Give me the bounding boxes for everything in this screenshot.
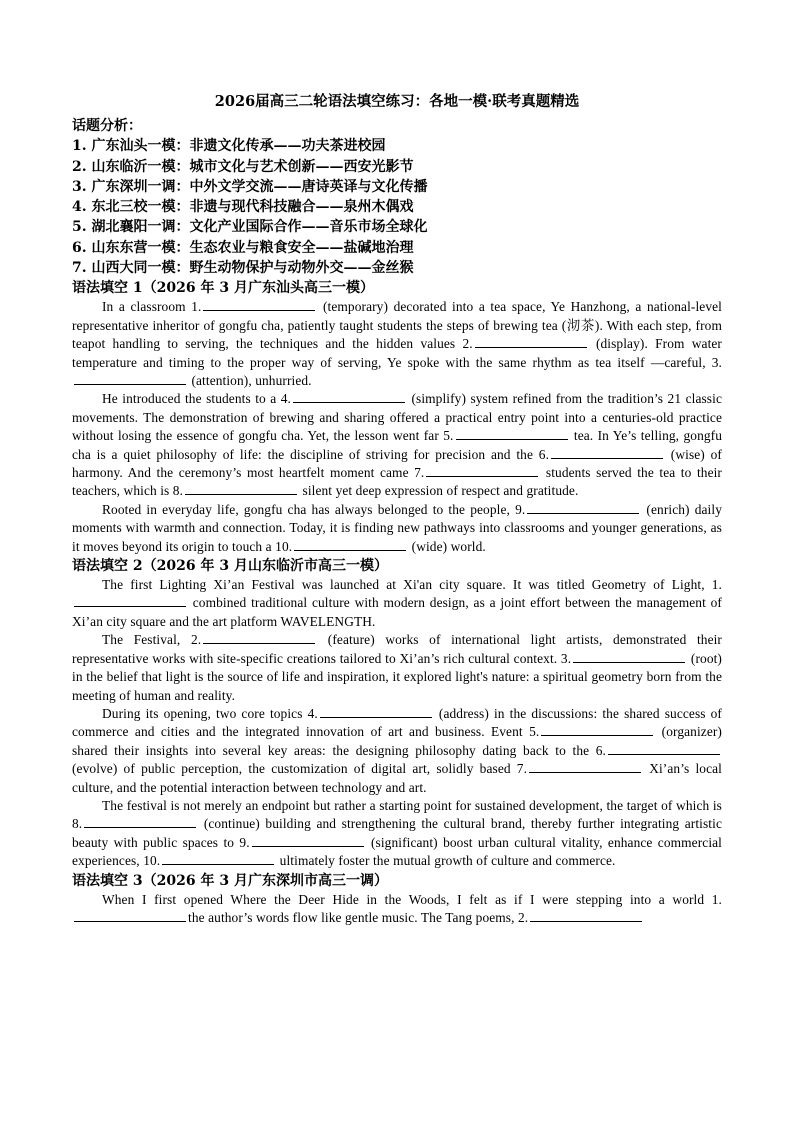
passage-text: (temporary) decorated into a tea space, Ye Hanzhong, a national-level representative inheritor of gongfu cha, patiently taught students the steps of brewing tea (沏茶). With each step, from teapot handling to serving, the techniques and the hidden values 2. [72,299,722,352]
list-item: 1. 广东汕头一模：非遗文化传承——功夫茶进校园 [72,138,386,155]
passage-paragraph [72,501,722,556]
exercise-sections [72,278,722,927]
passage-text: (simplify) system refined from the tradition’s 21 classic movements. The demonstration of brewing and sharing offered a practical entry point into a centuries-old practice without losing the essence of gongfu cha. Yet, the lesson went far 5. [72,391,722,444]
passage-paragraph [72,298,722,390]
passage-text: (organizer) shared their insights into several key areas: the designing philosophy dating back to the 6. [72,724,722,758]
answer-blank[interactable] [185,482,297,495]
passage-text: The Festival, 2. [102,632,202,648]
topic-list [72,136,722,278]
answer-blank[interactable] [252,834,364,847]
list-item: 6. 山东东营一模：生态农业与粮食安全——盐碱地治理 [72,239,414,256]
answer-blank[interactable] [529,760,641,773]
answer-blank[interactable] [162,852,274,865]
passage-text: (address) in the discussions: the shared success of commerce and cities and the integrated innovation of art and business. Event 5. [72,705,722,740]
passage-text: (wide) world. [408,538,486,554]
passage-text: During its opening, two core topics 4. [102,705,318,721]
passage-text: silent yet deep expression of respect and gratitude. [299,483,579,499]
passage-paragraph [72,390,722,500]
passage-text: The festival is not merely an endpoint but rather a starting point for sustained development, the target of which is 8. [72,797,722,832]
answer-blank[interactable] [294,538,406,551]
passage-text: Xi’an’s local culture, and the potential interaction between technology and art. [72,761,723,795]
passage-paragraph [72,631,722,705]
passage-text: (display). From water temperature and timing to the proper way of serving, Ye spoke with the same rhythm as tea itself —careful, 3. [72,336,722,370]
passage-paragraph [72,797,722,871]
section-heading: 语法填空 3（2026 年 3 月广东深圳市高三一调） [72,872,388,889]
passage-paragraph [72,576,722,631]
answer-blank[interactable] [573,650,685,663]
passage-text: He introduced the students to a 4. [102,391,291,407]
list-item: 3. 广东深圳一调：中外文学交流——唐诗英译与文化传播 [72,178,428,195]
answer-blank[interactable] [203,298,315,311]
passage-text: (enrich) daily moments with warmth and connection. Today, it is finding new pathways into classrooms and younger generations, as it moves beyond its origin to touch a 10. [72,501,722,554]
passage-paragraph [72,891,722,928]
answer-blank[interactable] [203,631,315,644]
section-heading: 语法填空 2（2026 年 3 月山东临沂市高三一模） [72,558,388,575]
answer-blank[interactable] [293,390,405,403]
answer-blank[interactable] [426,464,538,477]
list-item: 5. 湖北襄阳一调：文化产业国际合作——音乐市场全球化 [72,219,428,236]
answer-blank[interactable] [74,909,186,922]
answer-blank[interactable] [74,594,186,607]
answer-blank[interactable] [320,705,432,718]
document-page [72,92,722,927]
passage-text: (evolve) of public perception, the customization of digital art, solidly based 7. [72,761,528,777]
passage-text: In a classroom 1. [102,299,202,315]
passage-text: the author’s words flow like gentle music. The Tang poems, 2. [188,909,529,925]
list-item: 7. 山西大同一模：野生动物保护与动物外交——金丝猴 [72,260,414,277]
list-item: 4. 东北三校一模：非遗与现代科技融合——泉州木偶戏 [72,199,414,216]
passage-text: students served the tea to their teachers, which is 8. [72,465,722,499]
page-title: 2026届高三二轮语法填空练习：各地一模·联考真题精选 [214,93,580,110]
passage-text: (wise) of harmony. And the ceremony’s most heartfelt moment came 7. [72,446,722,481]
section-heading: 语法填空 1（2026 年 3 月广东汕头高三一模） [72,280,374,297]
passage-text: (significant) boost urban cultural vitality, enhance commercial experiences, 10. [72,834,723,869]
answer-blank[interactable] [608,742,720,755]
passage-text: (root) in the belief that light is the source of life and inspiration, it explored light's nature: a spiritual geometry born from the meeting of human and reality. [72,650,722,703]
passage-text: ultimately foster the mutual growth of culture and commerce. [276,853,616,869]
answer-blank[interactable] [551,446,663,459]
passage-text: When I first opened Where the Deer Hide in the Woods, I felt as if I were stepping into a world 1. [102,891,722,907]
topic-analysis-heading: 话题分析： [72,118,142,134]
passage-text: (feature) works of international light artists, demonstrated their representative works with site-specific creations tailored to Xi’an’s rich cultural context. 3. [72,632,722,666]
passage-text: Rooted in everyday life, gongfu cha has always belonged to the people, 9. [102,501,526,517]
answer-blank[interactable] [74,372,186,385]
answer-blank[interactable] [527,501,639,514]
passage-text: (continue) building and strengthening the cultural brand, thereby further integrating artistic beauty with public spaces to 9. [72,816,722,850]
passage-paragraph [72,705,722,797]
list-item: 2. 山东临沂一模：城市文化与艺术创新——西安光影节 [72,158,414,175]
passage-text: The first Lighting Xi’an Festival was launched at Xi'an city square. It was titled Geometry of Light, 1. [102,577,722,593]
passage-text: combined traditional culture with modern design, as a joint effort between the management of Xi’an city square and the art platform WAVELENGTH. [72,595,722,629]
passage-text: (attention), unhurried. [188,373,312,388]
answer-blank[interactable] [530,909,642,922]
answer-blank[interactable] [541,723,653,736]
answer-blank[interactable] [84,815,196,828]
passage-text: tea. In Ye’s telling, gongfu cha is a quiet philosophy of life: the discipline of striving for precision and the 6. [72,428,723,462]
answer-blank[interactable] [475,335,587,348]
answer-blank[interactable] [456,427,568,440]
